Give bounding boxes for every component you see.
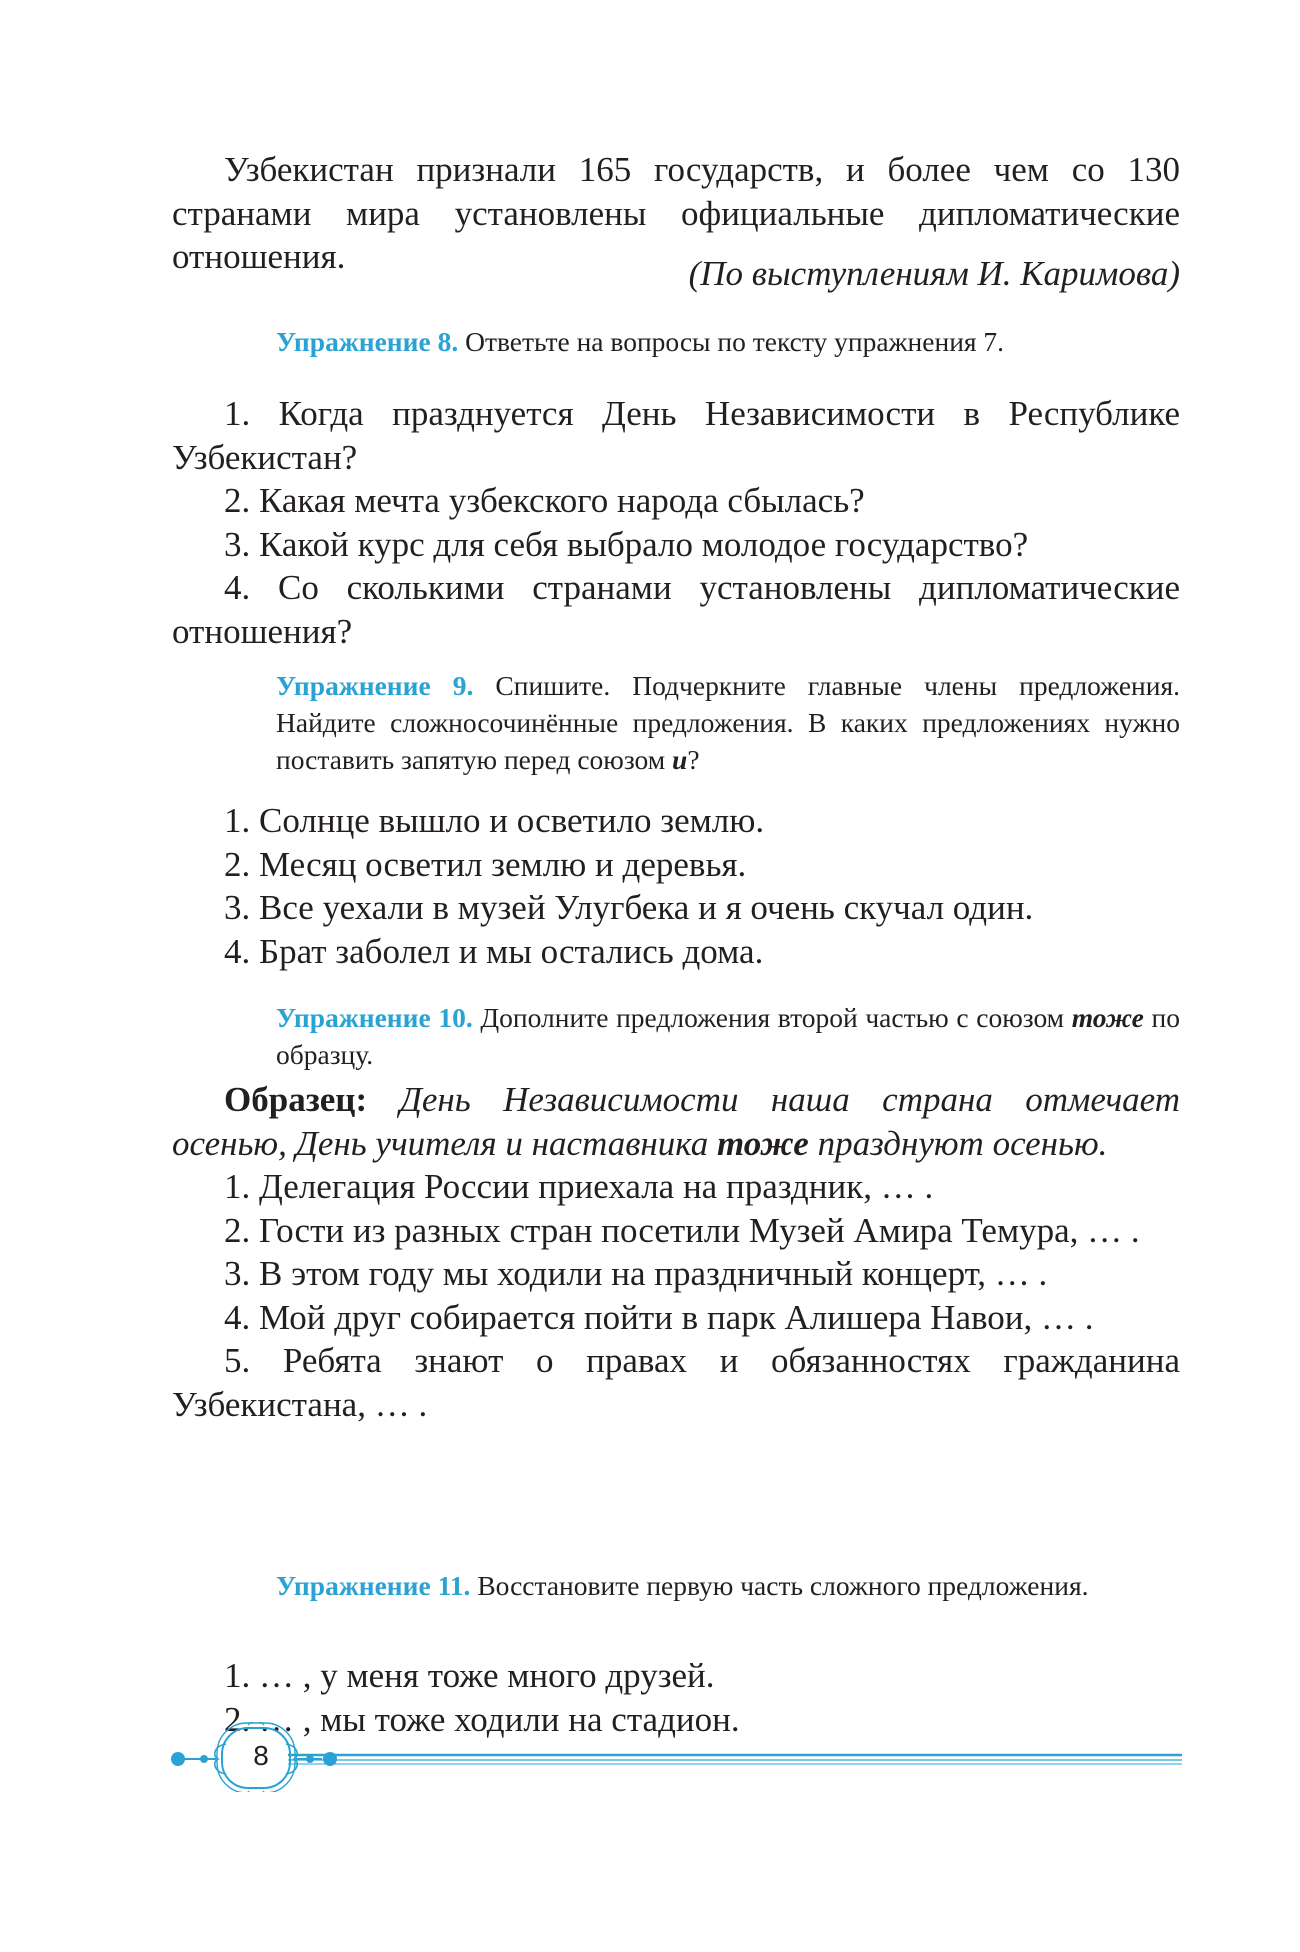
exercise-10-body	[172, 1078, 1180, 1426]
exercise-10-text: Дополните предложения второй частью с союзом	[480, 1002, 1065, 1033]
exercise-9-sentences	[224, 799, 1180, 973]
exercise-10-text-end: по образцу.	[276, 1002, 1181, 1070]
exercise-8-title: Упражнение 8.	[276, 326, 459, 357]
sample-part-2: празднуют осенью.	[817, 1123, 1108, 1163]
list-item: 4. Брат заболел и мы остались дома.	[224, 931, 764, 971]
list-item: 2. Какая мечта узбекского народа сбылась?	[224, 481, 865, 520]
exercise-10-emphasis: тоже	[1071, 1002, 1144, 1033]
list-item: 1. Когда празднуется День Независимости в Республике Узбекистан?	[172, 394, 1180, 477]
list-item: 3. В этом году мы ходили на праздничный концерт, … .	[224, 1254, 1048, 1293]
attribution: (По выступлениям И. Каримова)	[688, 254, 1180, 293]
exercise-9-text-end: ?	[687, 744, 700, 775]
sample-label: Образец:	[224, 1080, 368, 1119]
list-item: 2. Месяц осветил землю и деревья.	[224, 844, 747, 884]
exercise-11-text: Восстановите первую часть сложного предложения.	[477, 1570, 1089, 1601]
exercise-10-instruction	[276, 999, 1180, 1073]
page-number: 8	[253, 1740, 269, 1771]
list-item: 5. Ребята знают о правах и обязанностях гражданина Узбекистана, … .	[172, 1341, 1180, 1424]
list-item: 1. Делегация России приехала на праздник, … .	[224, 1167, 934, 1206]
exercise-10-title: Упражнение 10.	[276, 1002, 473, 1033]
list-item: 3. Все уехали в музей Улугбека и я очень скучал один.	[224, 888, 1034, 927]
exercise-8-text: Ответьте на вопросы по тексту упражнения 7.	[465, 326, 1005, 357]
exercise-9-title: Упражнение 9.	[276, 670, 474, 701]
list-item: 1. … , у меня тоже много друзей.	[224, 1656, 715, 1695]
exercise-8-questions	[172, 392, 1180, 653]
exercise-8-instruction	[276, 323, 1180, 360]
footer-ornament	[170, 1722, 1182, 1792]
exercise-9-text: Спишите. Подчеркните главные члены предложения. Найдите сложносочинённые предложения. В каких предложениях нужно поставить запятую перед союзом	[276, 670, 1181, 775]
sample-emphasis: тоже	[717, 1123, 809, 1163]
exercise-9-instruction	[276, 667, 1180, 778]
list-item: 4. Мой друг собирается пойти в парк Алишера Навои, … .	[224, 1297, 1094, 1337]
list-item: 2. Гости из разных стран посетили Музей Амира Темура, … .	[224, 1210, 1140, 1250]
sample-sentence	[172, 1078, 1180, 1165]
sample-part-1: День Независимости наша страна отмечает осенью, День учителя и наставника	[172, 1080, 1181, 1163]
intro-text: Узбекистан признали 165 государств, и более чем со 130 странами мира установлены официальные дипломатические отношения.	[172, 150, 1180, 276]
exercise-11-instruction	[276, 1567, 1180, 1604]
exercise-9-emphasis: и	[672, 744, 688, 775]
list-item: 3. Какой курс для себя выбрало молодое государство?	[224, 524, 1029, 564]
page-footer	[170, 1722, 1182, 1792]
list-item: 4. Со сколькими странами установлены дипломатические отношения?	[172, 568, 1180, 651]
list-item: 2. … , мы тоже ходили на стадион.	[224, 1699, 740, 1739]
exercise-11-title: Упражнение 11.	[276, 1570, 471, 1601]
list-item: 1. Солнце вышло и осветило землю.	[224, 801, 765, 840]
